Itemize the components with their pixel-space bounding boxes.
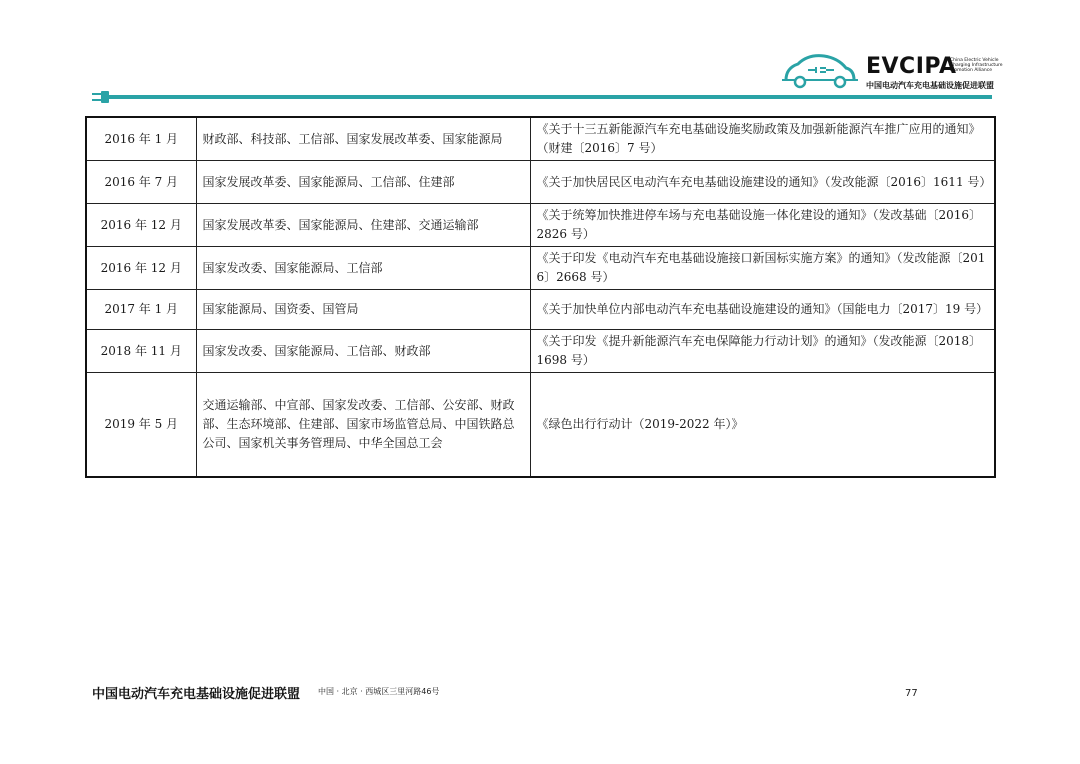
- document-cell: 《关于加快单位内部电动汽车充电基础设施建设的通知》（国能电力〔2017〕19 号）: [530, 290, 995, 330]
- date-cell: 2016 年 12 月: [86, 247, 196, 290]
- page-number: 77: [905, 688, 918, 699]
- footer-address: 中国 · 北京 · 西城区三里河路46号: [318, 687, 440, 696]
- agencies-cell: 国家发改委、国家能源局、工信部: [196, 247, 530, 290]
- document-cell: 《关于统筹加快推进停车场与充电基础设施一体化建设的通知》（发改基础〔2016〕2826 号）: [530, 204, 995, 247]
- brand-chinese-name: 中国电动汽车充电基础设施促进联盟: [866, 81, 994, 90]
- document-cell: 《关于印发《提升新能源汽车充电保障能力行动计划》的通知》（发改能源〔2018〕1698 号）: [530, 330, 995, 373]
- document-cell: 《绿色出行行动计（2019-2022 年）》: [530, 373, 995, 477]
- date-cell: 2016 年 7 月: [86, 161, 196, 204]
- agencies-cell: 国家发改委、国家能源局、工信部、财政部: [196, 330, 530, 373]
- table-row: [86, 290, 995, 330]
- agencies-cell: 财政部、科技部、工信部、国家发展改革委、国家能源局: [196, 117, 530, 161]
- agencies-cell: 国家能源局、国资委、国管局: [196, 290, 530, 330]
- ev-car-logo-icon: [780, 50, 860, 90]
- table-row: [86, 247, 995, 290]
- plug-divider-line: [92, 90, 992, 104]
- document-cell: 《关于十三五新能源汽车充电基础设施奖励政策及加强新能源汽车推广应用的通知》（财建〔2016〕7 号）: [530, 117, 995, 161]
- agencies-cell: 交通运输部、中宣部、国家发改委、工信部、公安部、财政部、生态环境部、住建部、国家市场监管总局、中国铁路总公司、国家机关事务管理局、中华全国总工会: [196, 373, 530, 477]
- brand-tagline: China Electric Vehicle Charging Infrastructure Promotion Alliance: [950, 58, 1003, 73]
- footer-org-name: 中国电动汽车充电基础设施促进联盟: [92, 687, 301, 702]
- header-logo: [780, 50, 1020, 92]
- date-cell: 2016 年 1 月: [86, 117, 196, 161]
- date-cell: 2017 年 1 月: [86, 290, 196, 330]
- date-cell: 2019 年 5 月: [86, 373, 196, 477]
- table-row: [86, 330, 995, 373]
- date-cell: 2016 年 12 月: [86, 204, 196, 247]
- document-cell: 《关于加快居民区电动汽车充电基础设施建设的通知》（发改能源〔2016〕1611 号）: [530, 161, 995, 204]
- brand-name: EVCIPA: [866, 54, 957, 79]
- agencies-cell: 国家发展改革委、国家能源局、工信部、住建部: [196, 161, 530, 204]
- document-cell: 《关于印发《电动汽车充电基础设施接口新国标实施方案》的通知》（发改能源〔2016〕2668 号）: [530, 247, 995, 290]
- table-row: [86, 373, 995, 477]
- policy-table: [85, 116, 996, 478]
- agencies-cell: 国家发展改革委、国家能源局、住建部、交通运输部: [196, 204, 530, 247]
- date-cell: 2018 年 11 月: [86, 330, 196, 373]
- table-row: [86, 204, 995, 247]
- table-row: [86, 161, 995, 204]
- table-row: [86, 117, 995, 161]
